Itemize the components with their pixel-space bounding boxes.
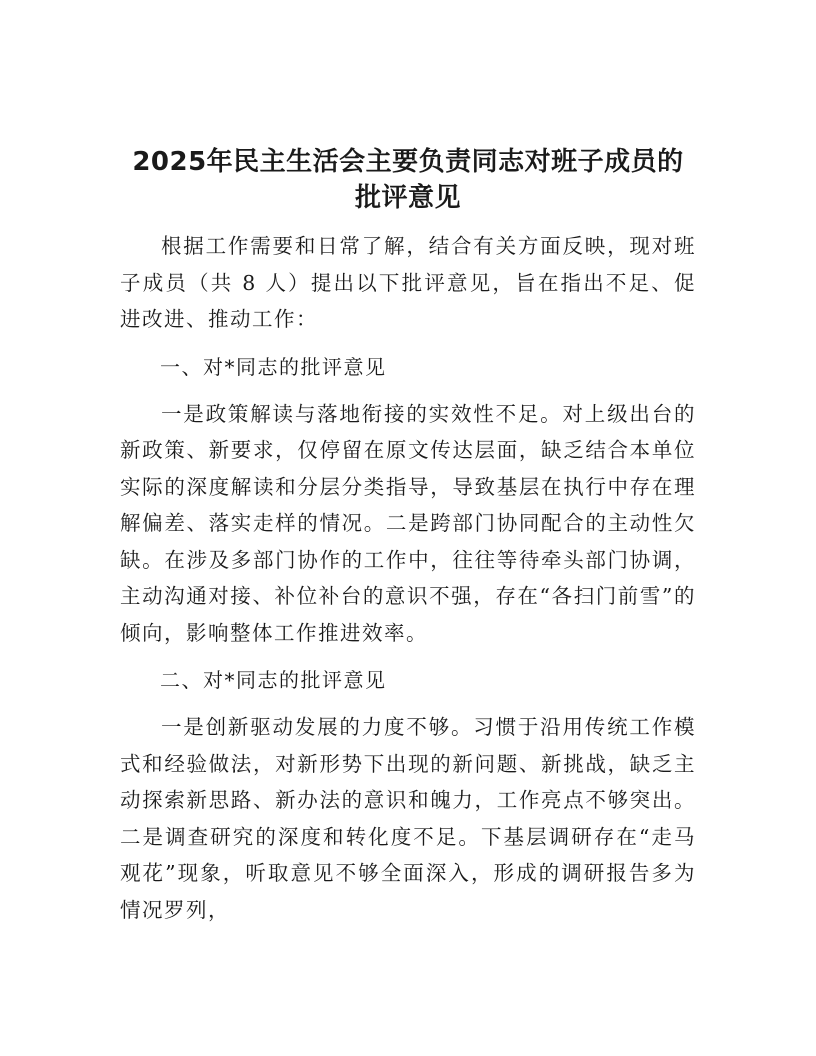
document-title [120,144,696,216]
document-title-line-2: 批评意见 [354,183,461,213]
intro-paragraph: 根据工作需要和日常了解，结合有关方面反映，现对班子成员（共 8 人）提出以下批评意见，旨在指出不足、促进改进、推动工作： [120,234,696,331]
document-body [120,228,696,928]
section-heading-2: 二、对*同志的批评意见 [160,668,387,692]
section-paragraph-2: 一是创新驱动发展的力度不够。习惯于沿用传统工作模式和经验做法，对新形势下出现的新问题、新挑战，缺乏主动探索新思路、新办法的意识和魄力，工作亮点不够突出。二是调查研究的深度和转化度不足。下基层调研存在“走马观花”现象，听取意见不够全面深入，形成的调研报告多为情况罗列， [120,715,696,922]
document-title-line-1: 2025年民主生活会主要负责同志对班子成员的 [132,147,684,177]
section-paragraph-1: 一是政策解读与落地衔接的实效性不足。对上级出台的新政策、新要求，仅停留在原文传达层面，缺乏结合本单位实际的深度解读和分层分类指导，导致基层在执行中存在理解偏差、落实走样的情况。二是跨部门协同配合的主动性欠缺。在涉及多部门协作的工作中，往往等待牵头部门协调，主动沟通对接、补位补台的意识不强，存在“各扫门前雪”的倾向，影响整体工作推进效率。 [120,401,696,645]
section-heading-1: 一、对*同志的批评意见 [160,354,387,379]
